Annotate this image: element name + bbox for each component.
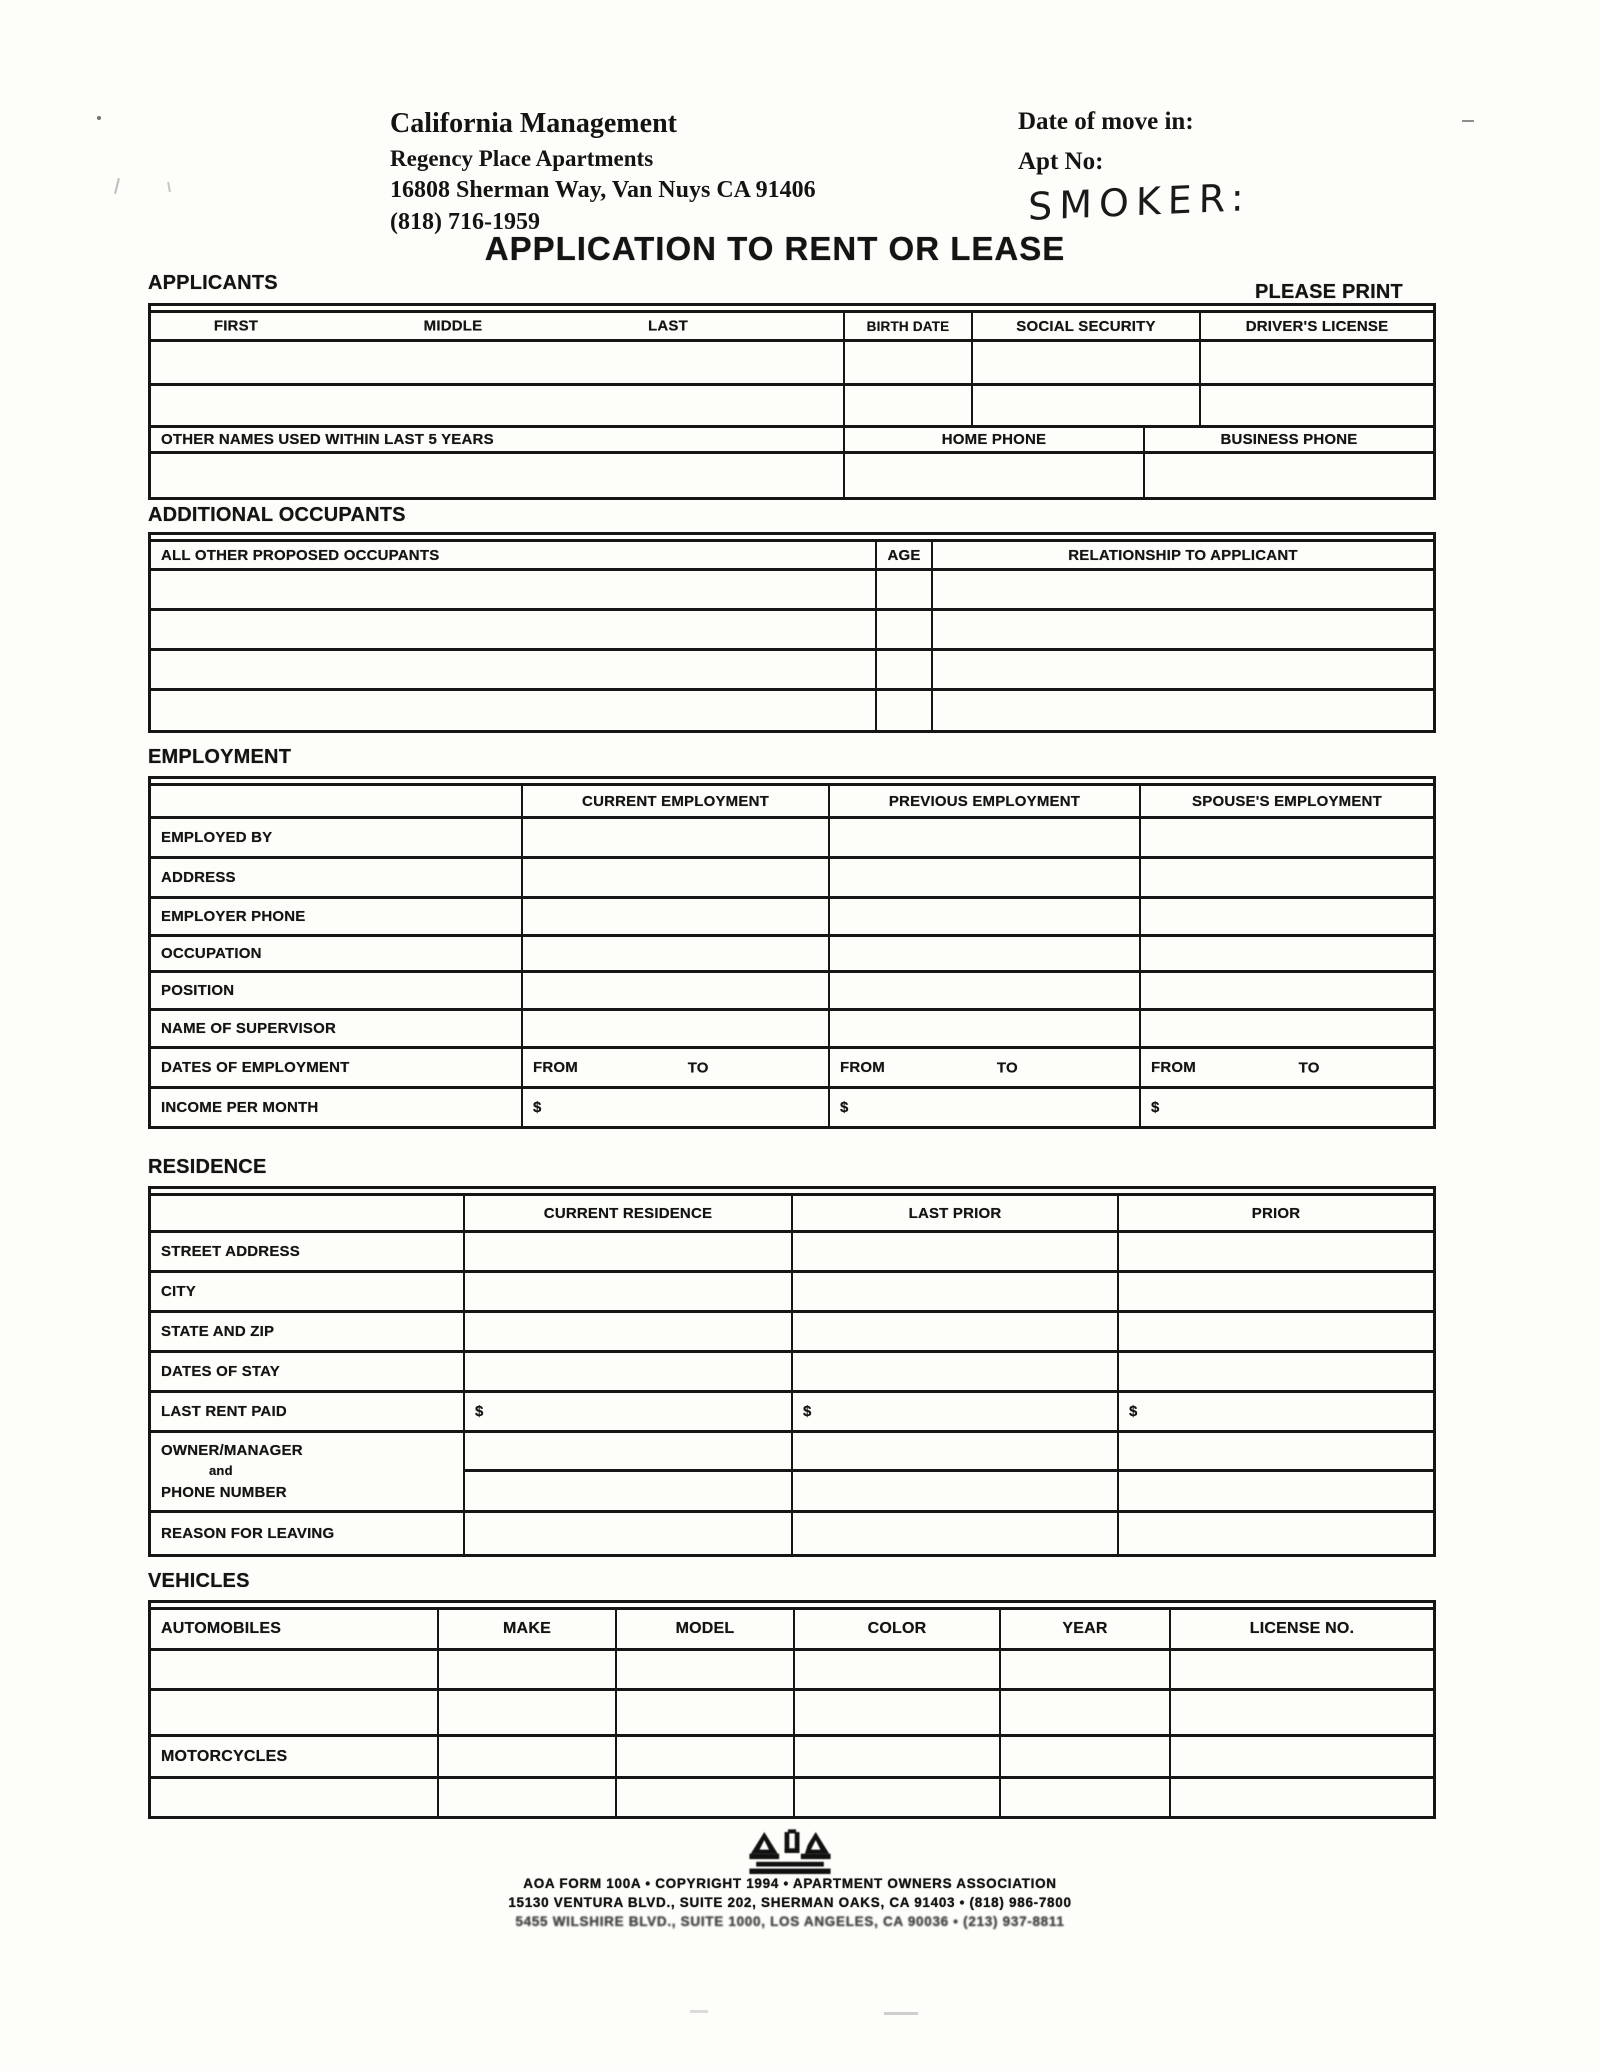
table-row (151, 1430, 1433, 1510)
dollar-cell: $ (521, 1089, 828, 1126)
from-to-cell: FROM TO (521, 1049, 828, 1086)
blank-cell (791, 1513, 1117, 1554)
property-address: 16808 Sherman Way, Van Nuys CA 91406 (390, 177, 816, 203)
blank-cell (843, 454, 1143, 497)
blank-cell (793, 1691, 999, 1734)
table-row (151, 1310, 1433, 1350)
row-label-last-rent-paid: LAST RENT PAID (161, 1403, 287, 1420)
blank-cell (615, 1779, 793, 1816)
blank-cell (999, 1651, 1169, 1688)
row-label-income-per-month: INCOME PER MONTH (161, 1099, 319, 1116)
table-row (151, 1776, 1433, 1816)
row-label-street-address: STREET ADDRESS (161, 1243, 300, 1260)
blank-cell (1169, 1691, 1433, 1734)
table-row (151, 1510, 1433, 1554)
table-row (151, 1734, 1433, 1776)
blank-cell (793, 1433, 1117, 1472)
form-title: APPLICATION TO RENT OR LEASE (484, 230, 1066, 267)
split-cell (1117, 1433, 1433, 1510)
header-last-prior: LAST PRIOR (791, 1196, 1117, 1230)
blank-cell (463, 1273, 791, 1310)
blank-cell (1199, 386, 1433, 425)
blank-cell (437, 1779, 615, 1816)
row-label-owner-manager-phone: OWNER/MANAGER and PHONE NUMBER (161, 1442, 303, 1502)
table-row (151, 786, 1433, 816)
blank-cell (521, 859, 828, 896)
dollar-cell: $ (791, 1393, 1117, 1430)
blank-cell (791, 1233, 1117, 1270)
blank-cell (521, 937, 828, 970)
occupants-table (148, 532, 1436, 733)
blank-cell (1169, 1737, 1433, 1776)
blank-cell (151, 651, 875, 688)
table-row (151, 1046, 1433, 1086)
table-row (151, 313, 1433, 339)
blank-cell (1143, 454, 1433, 497)
blank-cell (151, 386, 843, 425)
header-all-other-occupants: ALL OTHER PROPOSED OCCUPANTS (161, 546, 440, 564)
blank-cell (151, 1196, 463, 1230)
blank-cell (793, 1779, 999, 1816)
table-row (151, 1196, 1433, 1230)
footer-line-1: AOA FORM 100A • COPYRIGHT 1994 • APARTMENT OWNERS ASSOCIATION (523, 1876, 1057, 1891)
blank-cell (931, 691, 1433, 730)
table-row (151, 1648, 1433, 1688)
blank-cell (1139, 859, 1433, 896)
split-cell (791, 1433, 1117, 1510)
row-label-motorcycles: MOTORCYCLES (161, 1747, 288, 1765)
scan-artifact (97, 116, 101, 120)
row-label-address: ADDRESS (161, 869, 236, 886)
form-footer (0, 1828, 1580, 1931)
dollar-cell: $ (828, 1089, 1139, 1126)
table-row (151, 896, 1433, 934)
aoa-logo-icon (744, 1828, 836, 1874)
row-label-employer-phone: EMPLOYER PHONE (161, 908, 306, 925)
row-label-city: CITY (161, 1283, 196, 1300)
header-color: COLOR (793, 1610, 999, 1648)
blank-cell (463, 1313, 791, 1350)
blank-cell (971, 386, 1199, 425)
header-age: AGE (875, 542, 931, 568)
blank-cell (1117, 1273, 1433, 1310)
row-label-occupation: OCCUPATION (161, 945, 262, 962)
row-label-dates-of-stay: DATES OF STAY (161, 1363, 281, 1380)
table-row (151, 1086, 1433, 1126)
dollar-cell: $ (1117, 1393, 1433, 1430)
blank-cell (1139, 899, 1433, 934)
blank-cell (151, 1779, 437, 1816)
row-label-reason-for-leaving: REASON FOR LEAVING (161, 1525, 335, 1542)
blank-cell (1117, 1233, 1433, 1270)
dollar-cell: $ (1139, 1089, 1433, 1126)
apt-no-label: Apt No: (1018, 148, 1104, 175)
blank-cell (828, 937, 1139, 970)
blank-cell (793, 1651, 999, 1688)
row-label-position: POSITION (161, 982, 235, 999)
blank-cell (151, 1691, 437, 1734)
blank-cell (615, 1651, 793, 1688)
dollar-cell: $ (463, 1393, 791, 1430)
blank-cell (1119, 1433, 1433, 1472)
blank-cell (151, 1651, 437, 1688)
blank-cell (521, 973, 828, 1008)
blank-cell (1169, 1779, 1433, 1816)
row-label-employed-by: EMPLOYED BY (161, 829, 273, 846)
header-automobiles: AUTOMOBILES (161, 1620, 282, 1637)
residence-table (148, 1186, 1436, 1557)
blank-cell (463, 1353, 791, 1390)
vehicles-table (148, 1600, 1436, 1819)
header-social-security: SOCIAL SECURITY (971, 313, 1199, 339)
handwritten-smoker-note: SMOKER: (1027, 175, 1251, 229)
blank-cell (521, 1011, 828, 1046)
residence-section-label: RESIDENCE (148, 1156, 267, 1178)
blank-cell (999, 1691, 1169, 1734)
blank-cell (463, 1233, 791, 1270)
blank-cell (521, 819, 828, 856)
blank-cell (151, 691, 875, 730)
table-row (151, 1230, 1433, 1270)
header-last: LAST (648, 317, 688, 335)
table-row (151, 970, 1433, 1008)
table-row (151, 1270, 1433, 1310)
table-row (151, 568, 1433, 608)
table-row (151, 1008, 1433, 1046)
employment-table (148, 776, 1436, 1129)
blank-cell (151, 342, 843, 383)
table-row (151, 688, 1433, 730)
blank-cell (1169, 1651, 1433, 1688)
blank-cell (1139, 1011, 1433, 1046)
please-print-label: PLEASE PRINT (1255, 281, 1403, 303)
row-label-state-zip: STATE AND ZIP (161, 1323, 275, 1340)
blank-cell (875, 691, 931, 730)
header-current-residence: CURRENT RESIDENCE (463, 1196, 791, 1230)
blank-cell (151, 454, 843, 497)
header-business-phone: BUSINESS PHONE (1143, 428, 1433, 451)
table-row (151, 816, 1433, 856)
blank-cell (1117, 1513, 1433, 1554)
scan-artifact (114, 178, 120, 194)
blank-cell (875, 571, 931, 608)
row-label-dates-of-employment: DATES OF EMPLOYMENT (161, 1059, 350, 1076)
blank-cell (521, 899, 828, 934)
from-to-cell: FROM TO (828, 1049, 1139, 1086)
blank-cell (151, 786, 521, 816)
blank-cell (1139, 973, 1433, 1008)
table-row (151, 542, 1433, 568)
blank-cell (793, 1472, 1117, 1511)
header-middle: MIDDLE (423, 317, 483, 335)
blank-cell (971, 342, 1199, 383)
blank-cell (999, 1737, 1169, 1776)
blank-cell (151, 571, 875, 608)
table-row (151, 1390, 1433, 1430)
blank-cell (999, 1779, 1169, 1816)
header-drivers-license: DRIVER'S LICENSE (1199, 313, 1433, 339)
blank-cell (1117, 1313, 1433, 1350)
applicants-table (148, 303, 1436, 500)
header-home-phone: HOME PHONE (843, 428, 1143, 451)
table-row (151, 1350, 1433, 1390)
blank-cell (791, 1313, 1117, 1350)
blank-cell (1199, 342, 1433, 383)
table-row (151, 1688, 1433, 1734)
header-current-employment: CURRENT EMPLOYMENT (521, 786, 828, 816)
table-row (151, 383, 1433, 425)
blank-cell (465, 1472, 791, 1511)
blank-cell (828, 1011, 1139, 1046)
from-to-cell: FROM TO (1139, 1049, 1433, 1086)
row-label-supervisor: NAME OF SUPERVISOR (161, 1020, 337, 1037)
scan-artifact (1462, 120, 1474, 122)
blank-cell (875, 651, 931, 688)
blank-cell (931, 651, 1433, 688)
blank-cell (875, 611, 931, 648)
header-relationship: RELATIONSHIP TO APPLICANT (931, 542, 1433, 568)
blank-cell (791, 1353, 1117, 1390)
blank-cell (1117, 1353, 1433, 1390)
blank-cell (828, 899, 1139, 934)
table-row (151, 451, 1433, 497)
table-row (151, 1610, 1433, 1648)
occupants-section-label: ADDITIONAL OCCUPANTS (148, 504, 406, 526)
blank-cell (1139, 937, 1433, 970)
blank-cell (843, 342, 971, 383)
split-cell (463, 1433, 791, 1510)
footer-line-3: 5455 WILSHIRE BLVD., SUITE 1000, LOS ANGELES, CA 90036 • (213) 937-8811 (515, 1914, 1065, 1929)
blank-cell (465, 1433, 791, 1472)
blank-cell (151, 611, 875, 648)
blank-cell (437, 1737, 615, 1776)
header-model: MODEL (615, 1610, 793, 1648)
vehicles-section-label: VEHICLES (148, 1570, 250, 1592)
applicants-section-label: APPLICANTS (148, 272, 278, 294)
blank-cell (463, 1513, 791, 1554)
blank-cell (615, 1691, 793, 1734)
blank-cell (437, 1691, 615, 1734)
blank-cell (791, 1273, 1117, 1310)
header-make: MAKE (437, 1610, 615, 1648)
footer-line-2: 15130 VENTURA BLVD., SUITE 202, SHERMAN OAKS, CA 91403 • (818) 986-7800 (508, 1895, 1072, 1910)
blank-cell (1119, 1472, 1433, 1511)
header-prior: PRIOR (1117, 1196, 1433, 1230)
scan-artifact (690, 2010, 708, 2013)
blank-cell (793, 1737, 999, 1776)
property-name: Regency Place Apartments (390, 146, 654, 171)
company-name: California Management (390, 108, 677, 139)
name-header-cell (151, 313, 843, 339)
scan-artifact (167, 182, 171, 192)
header-previous-employment: PREVIOUS EMPLOYMENT (828, 786, 1139, 816)
blank-cell (828, 859, 1139, 896)
employment-section-label: EMPLOYMENT (148, 746, 292, 768)
move-in-date-label: Date of move in: (1018, 108, 1194, 135)
table-row (151, 425, 1433, 451)
blank-cell (828, 819, 1139, 856)
header-first: FIRST (213, 317, 259, 335)
table-row (151, 339, 1433, 383)
header-license-no: LICENSE NO. (1169, 1610, 1433, 1648)
table-row (151, 648, 1433, 688)
blank-cell (615, 1737, 793, 1776)
header-other-names: OTHER NAMES USED WITHIN LAST 5 YEARS (161, 431, 494, 448)
table-row (151, 608, 1433, 648)
blank-cell (931, 571, 1433, 608)
header-spouse-employment: SPOUSE'S EMPLOYMENT (1139, 786, 1433, 816)
header-year: YEAR (999, 1610, 1169, 1648)
header-birth-date: BIRTH DATE (843, 313, 971, 339)
property-phone: (818) 716-1959 (390, 209, 540, 235)
blank-cell (843, 386, 971, 425)
scan-artifact (884, 2012, 918, 2015)
blank-cell (931, 611, 1433, 648)
table-row (151, 934, 1433, 970)
blank-cell (437, 1651, 615, 1688)
blank-cell (1139, 819, 1433, 856)
blank-cell (828, 973, 1139, 1008)
table-row (151, 856, 1433, 896)
